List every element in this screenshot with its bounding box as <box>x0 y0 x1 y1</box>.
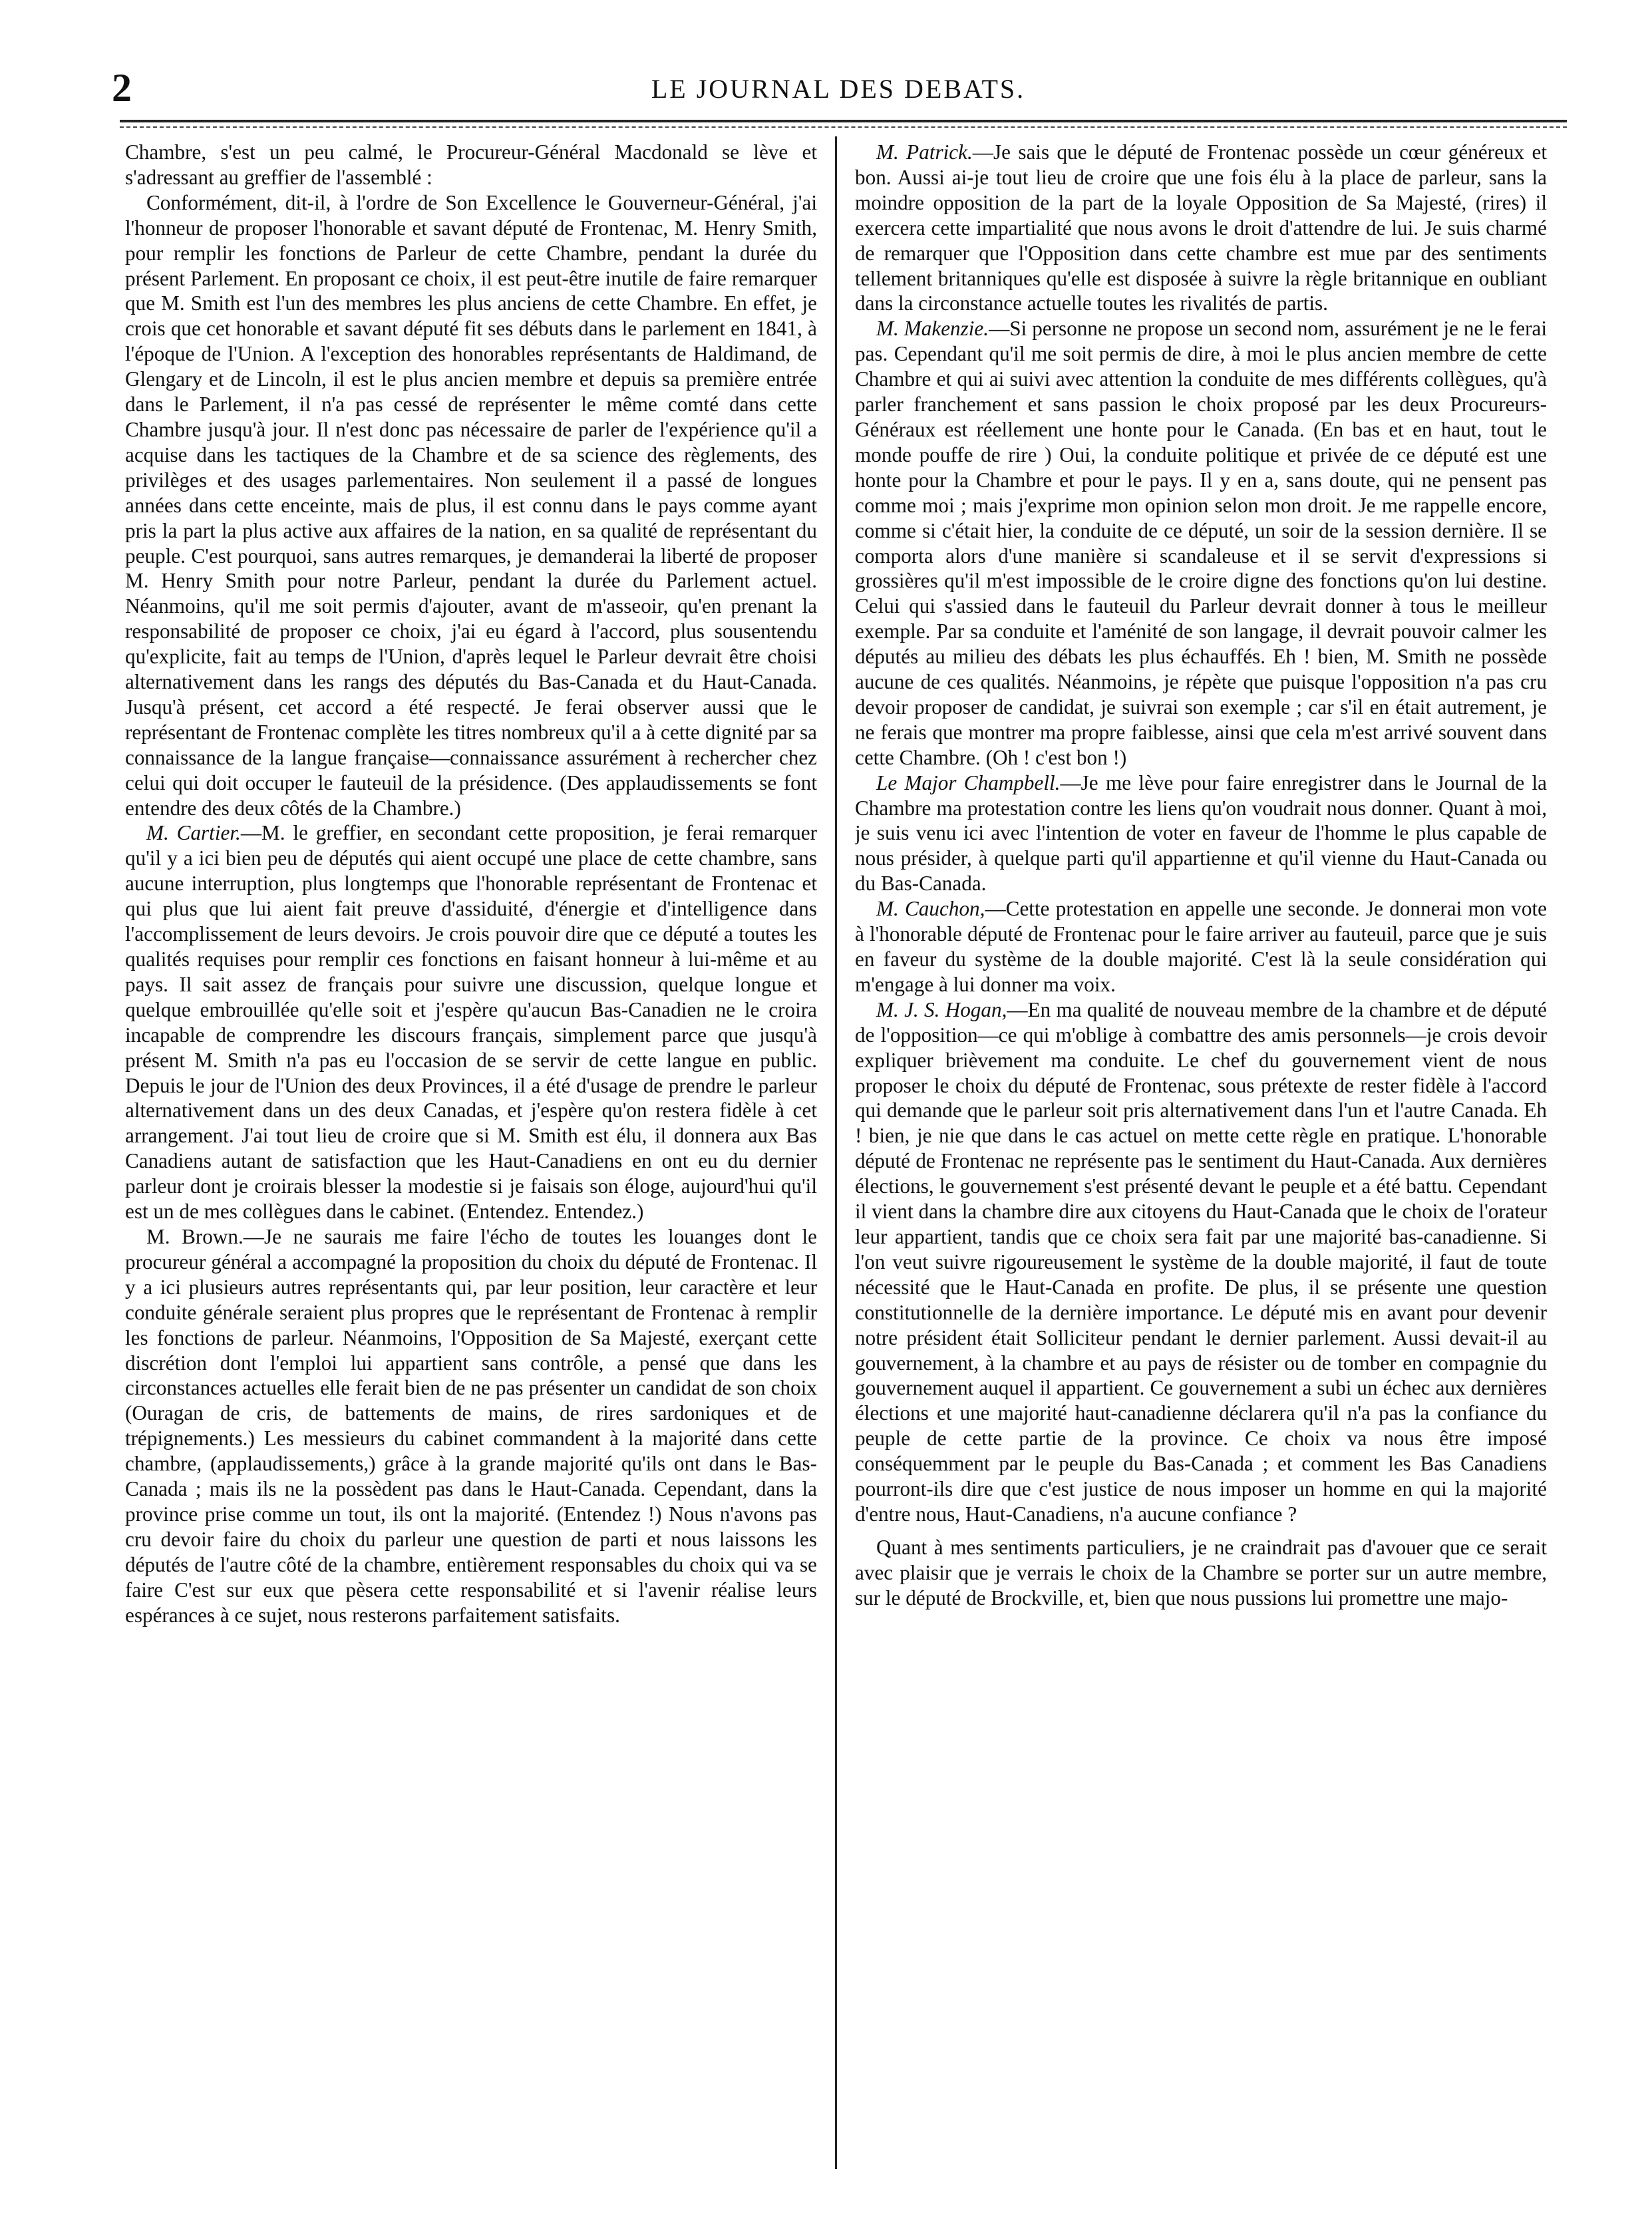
column-divider <box>835 136 837 2169</box>
speaker-name: Le Major Champbell. <box>876 770 1061 794</box>
paragraph: Quant à mes sentiments particuliers, je ne craindrait pas d'avouer que ce serait avec plaisir que je verrais le choix de la Chambre se porter sur un autre membre, sur le député de Brockville, et, bien que nous pussions lui promettre une majo- <box>855 1535 1547 1610</box>
paragraph <box>855 140 1547 316</box>
speaker-name: M. Cartier. <box>146 821 241 845</box>
paragraph <box>125 1224 817 1628</box>
paragraph <box>855 770 1547 897</box>
paragraph <box>855 896 1547 997</box>
paragraph: Conformément, dit-il, à l'ordre de Son Excellence le Gouverneur-Général, j'ai l'honneur de proposer l'honorable et savant député de Frontenac, M. Henry Smith, pour remplir les fonctions de Parleur de cette Chambre, pendant la durée du présent Parlement. En proposant ce choix, il est peut-être inutile de faire remarquer que M. Smith est l'un des membres les plus anciens de cette Chambre. En effet, je crois que cet honorable et savant député fit ses débuts dans le parlement en 1841, à l'époque de l'Union. A l'exception des honorables représentants de Haldimand, de Glengary et de Lincoln, il est le plus ancien membre et depuis sa première entrée dans le Parlement, il n'a pas cessé de représenter le même comté dans cette Chambre jusqu'à jour. Il n'est donc pas nécessaire de parler de l'expérience qu'il a acquise dans les tactiques de la Chambre et de sa science des règlements, des privilèges et des usages parlementaires. Non seulement il a passé de longues années dans cette enceinte, mais de plus, il est connu dans le pays comme ayant pris la part la plus active aux affaires de la nation, en sa qualité de représentant du peuple. C'est pourquoi, sans autres remarques, je demanderai la liberté de proposer M. Henry Smith pour notre Parleur, pendant la durée du Parlement actuel. Néanmoins, qu'il me soit permis d'ajouter, avant de m'asseoir, qu'en prenant la responsabilité de proposer ce choix, j'ai eu égard à l'accord, plus sousentendu qu'explicite, fait au temps de l'Union, d'après lequel le Parleur devrait être choisi alternativement dans les rangs des députés du Bas-Canada et du Haut-Canada. Jusqu'à présent, cet accord a été respecté. Je ferai observer aussi que le représentant de Frontenac complète les titres nombreux qu'il a à cette dignité par sa connaissance de la langue française—connaissance assurément à rechercher chez celui qui doit occuper le fauteuil de la présidence. (Des applaudissements se font entendre des deux côtés de la Chambre.) <box>125 190 817 820</box>
speech-text: —Je ne saurais me faire l'écho de toutes les louanges dont le procureur général a accompagné la proposition du choix du député de Frontenac. Il y a ici plusieurs autres représentants qui, par leur position, leur caractère et leur conduite générale seraient plus propres que le représentant de Frontenac à remplir les fonctions de parleur. Néanmoins, l'Opposition de Sa Majesté, exerçant cette discrétion dont l'emploi lui appartient sans contrôle, a pensé que dans les circonstances actuelles elle ferait bien de ne pas présenter un candidat de son choix (Ouragan de cris, de battements de mains, de rires sardoniques et de trépignements.) Les messieurs du cabinet commandent à la majorité dans cette chambre, (applaudissements,) grâce à la grande majorité qu'ils ont dans le Bas-Canada ; mais ils ne la possèdent pas dans le Haut-Canada. Cependant, dans la province prise comme un tout, ils ont la majorité. (Entendez !) Nous n'avons pas cru devoir faire du choix du parleur une question de parti et nous laissons les députés de l'autre côté de la chambre, entièrement responsables du choix qui va se faire C'est sur eux que pèsera cette responsabilité et si l'avenir réalise leurs espérances à ce sujet, nous resterons parfaitement satisfaits. <box>125 1224 817 1627</box>
speaker-name: M. Makenzie. <box>876 317 989 341</box>
speaker-name: M. Patrick. <box>876 140 973 164</box>
paragraph <box>855 316 1547 770</box>
speaker-name: M. Cauchon, <box>876 897 985 921</box>
speech-text: —Cette protestation en appelle une seconde. Je donnerai mon vote à l'honorable député de Frontenac pour le faire arriver au fauteuil, parce que je suis en faveur du système de la double majorité. C'est là la seule considération qui m'engage à lui donner ma voix. <box>855 897 1547 996</box>
paragraph: Chambre, s'est un peu calmé, le Procureur-Général Macdonald se lève et s'adressant au greffier de l'assemblé : <box>125 140 817 189</box>
speech-text: —En ma qualité de nouveau membre de la chambre et de député de l'opposition—ce qui m'oblige à combattre des amis personnels—je crois devoir expliquer brièvement ma conduite. Le chef du gouvernement vient de nous proposer le choix du député de Frontenac, sous prétexte de rester fidèle à l'accord qui demande que le parleur soit pris alternativement dans l'un et l'autre Canada. Eh ! bien, je nie que dans le cas actuel on mette cette règle en pratique. L'honorable député de Frontenac ne représente pas le sentiment du Haut-Canada. Aux dernières élections, le gouvernement s'est présenté devant le peuple et a été battu. Cependant il vient dans la chambre dire aux citoyens du Haut-Canada que le choix de l'orateur leur appartient, tandis que ce choix sera fait par une majorité bas-canadienne. Si l'on veut suivre rigoureusement le système de la double majorité, il faut de toute nécessité que le Haut-Canada en profite. De plus, il se présente une question constitutionnelle de la dernière importance. Le député mis en avant pour devenir notre président était Solliciteur pendant le dernier parlement. Aussi devait-il au gouvernement, à la chambre et au pays de résister ou de tomber en compagnie du gouvernement auquel il appartient. Ce gouvernement a subi un échec aux dernières élections et une majorité haut-canadienne déclarera qu'il n'a pas la confiance du peuple de cette partie de la province. Ce choix va nous être imposé conséquemment par le peuple du Bas-Canada ; et comment les Bas Canadiens pourront-ils dire que c'est justice de nous imposer un homme en qui la majorité d'entre nous, Haut-Canadiens, n'a aucune confiance ? <box>855 997 1547 1526</box>
header-rule-dashed <box>120 126 1567 128</box>
speech-text: —M. le greffier, en secondant cette proposition, je ferai remarquer qu'il y a ici bien peu de députés qui aient occupé une place de cette chambre, sans aucune interruption, plus longtemps que l'honorable représentant de Frontenac et qui plus que lui aient fait preuve d'assiduité, d'énergie et d'intelligence dans l'accomplissement de leurs devoirs. Je crois pouvoir dire que ce député a toutes les qualités requises pour remplir ces fonctions en faisant honneur à lui-même et au pays. Il sait assez de français pour suivre une discussion, quelque longue et quelque embrouillée qu'elle soit et j'espère qu'aucun Bas-Canadien ne le croira incapable de comprendre les discours français, simplement parce que jusqu'à présent M. Smith n'a pas eu l'occasion de se servir de cette langue en public. Depuis le jour de l'Union des deux Provinces, il a été d'usage de prendre le parleur alternativement dans un des deux Canadas, et j'espère qu'on restera fidèle à cet arrangement. J'ai tout lieu de croire que si M. Smith est élu, il donnera aux Bas Canadiens autant de satisfaction que les Haut-Canadiens en ont eu du dernier parleur dont je croirais blesser la modestie si je faisais son éloge, aujourd'hui qu'il est un de mes collègues dans le cabinet. (Entendez. Entendez.) <box>125 821 817 1224</box>
speaker-name: M. J. S. Hogan, <box>876 997 1007 1021</box>
left-column <box>125 140 817 2162</box>
speaker-name: M. Brown. <box>146 1224 244 1248</box>
paragraph <box>855 997 1547 1527</box>
journal-title: LE JOURNAL DES DEBATS. <box>651 74 1026 104</box>
speech-text: —Je sais que le député de Frontenac possède un cœur généreux et bon. Aussi ai-je tout lieu de croire que une fois élu à la place de parleur, sans la moindre opposition de la part de la loyale Opposition de Sa Majesté, (rires) il exercera cette impartialité que nous avons le droit d'attendre de lui. Je suis charmé de remarquer que l'Opposition dans cette chambre est mue par des sentiments tellement britanniques qu'elle est disposée à suivre la règle britannique en oubliant dans la circonstance actuelle toutes les rivalités de partis. <box>855 140 1547 315</box>
paragraph <box>125 820 817 1224</box>
right-column <box>855 140 1547 2162</box>
speech-text: —Si personne ne propose un second nom, assurément je ne le ferai pas. Cependant qu'il me soit permis de dire, à moi le plus ancien membre de cette Chambre et qui ai suivi avec attention la conduite de mes différents collègues, qu'à parler franchement et sans passion le choix proposé par les deux Procureurs-Généraux est réellement une honte pour le Canada. (En bas et en haut, tout le monde pouffe de rire ) Oui, la conduite politique et privée de ce député est une honte pour la Chambre et pour le pays. Il y en a, sans doute, qui ne pensent pas comme moi ; mais j'exprime mon opinion selon mon droit. Je me rappelle encore, comme si c'était hier, la conduite de ce député, un soir de la session dernière. Il se comporta alors d'une manière si scandaleuse et il se servit d'expressions si grossières qu'il m'est impossible de le croire digne des fonctions qu'on lui destine. Celui qui s'assied dans le fauteuil du Parleur devrait donner à tous le meilleur exemple. Par sa conduite et l'aménité de son langage, il devrait pouvoir calmer les députés au milieu des débats les plus échauffés. Eh ! bien, M. Smith ne possède aucune de ces qualités. Néanmoins, je répète que puisque l'opposition n'a pas cru devoir proposer de candidat, je suivrai son exemple ; car s'il en était autrement, je ne ferais que montrer ma propre faiblesse, ainsi que cela m'est arrivé souvent dans cette Chambre. (Oh ! c'est bon !) <box>855 317 1547 769</box>
speech-text: —Je me lève pour faire enregistrer dans le Journal de la Chambre ma protestation contre les liens qu'on voudrait nous donner. Quant à moi, je suis venu ici avec l'intention de voter en faveur de l'homme le plus capable de nous présider, à quelque parti qu'il appartienne et qu'il vienne du Haut-Canada ou du Bas-Canada. <box>855 770 1547 896</box>
page-number: 2 <box>112 66 132 110</box>
header-rule <box>120 120 1567 122</box>
page-header <box>100 65 1577 112</box>
